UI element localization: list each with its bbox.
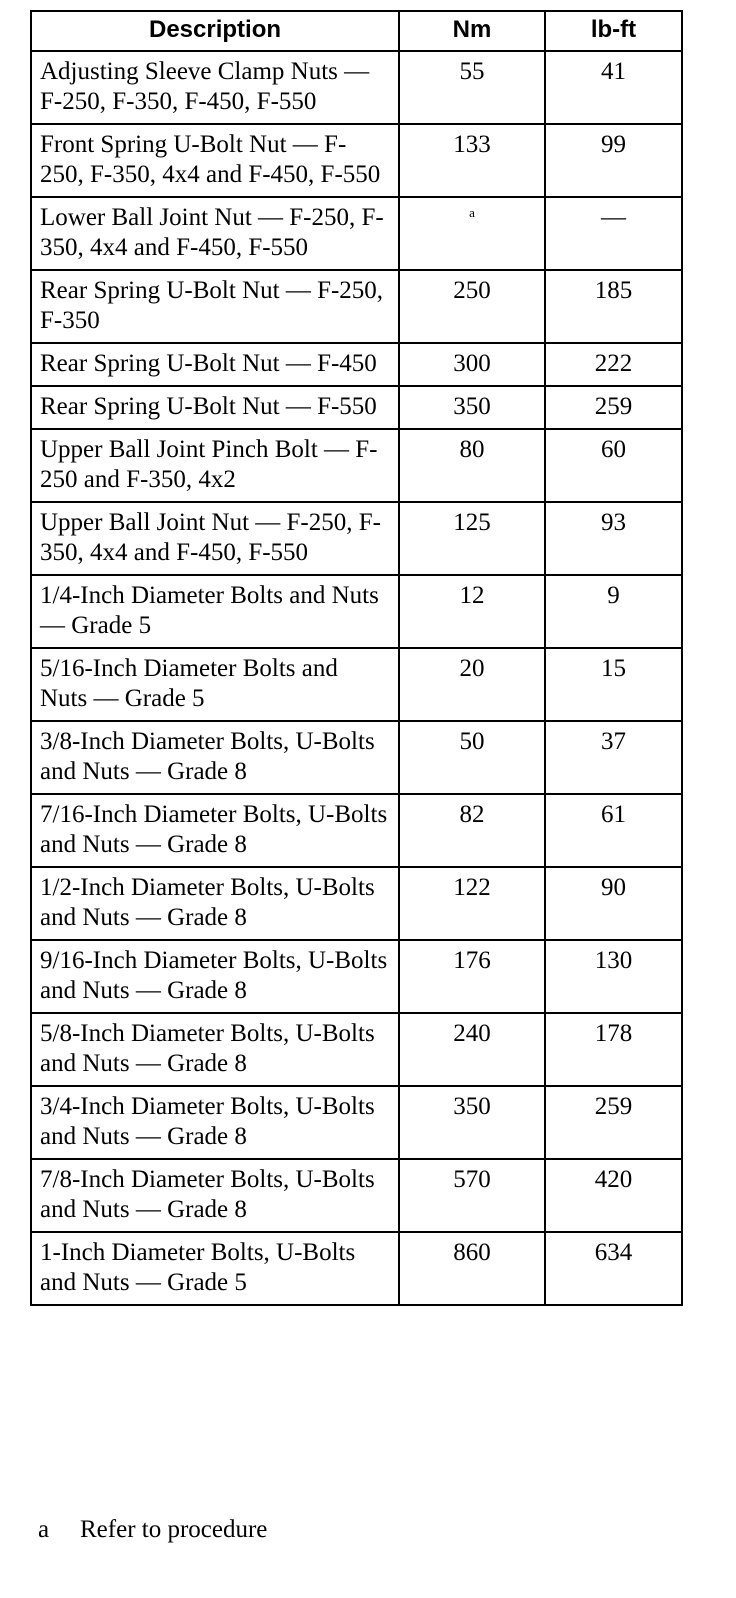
table-row xyxy=(31,1159,682,1232)
row-description: Adjusting Sleeve Clamp Nuts — F-250, F-350, F-450, F-550 xyxy=(31,51,399,124)
row-lbft: 90 xyxy=(545,867,682,940)
row-nm: 300 xyxy=(399,343,545,386)
row-lbft: 178 xyxy=(545,1013,682,1086)
row-lbft: 222 xyxy=(545,343,682,386)
row-description: 1/4-Inch Diameter Bolts and Nuts — Grade 5 xyxy=(31,575,399,648)
row-nm xyxy=(399,197,545,270)
row-description: Rear Spring U-Bolt Nut — F-450 xyxy=(31,343,399,386)
row-nm: 860 xyxy=(399,1232,545,1305)
row-description: Rear Spring U-Bolt Nut — F-550 xyxy=(31,386,399,429)
table-row xyxy=(31,940,682,1013)
header-description: Description xyxy=(31,11,399,51)
row-description: 1/2-Inch Diameter Bolts, U-Bolts and Nuts — Grade 8 xyxy=(31,867,399,940)
row-description: Upper Ball Joint Pinch Bolt — F-250 and F-350, 4x2 xyxy=(31,429,399,502)
row-nm: 240 xyxy=(399,1013,545,1086)
row-description: 5/8-Inch Diameter Bolts, U-Bolts and Nuts — Grade 8 xyxy=(31,1013,399,1086)
row-nm: 12 xyxy=(399,575,545,648)
table-row xyxy=(31,429,682,502)
table-row xyxy=(31,575,682,648)
row-lbft: 60 xyxy=(545,429,682,502)
row-description: 9/16-Inch Diameter Bolts, U-Bolts and Nuts — Grade 8 xyxy=(31,940,399,1013)
table-row xyxy=(31,386,682,429)
footnote-letter: a xyxy=(38,1516,50,1543)
header-lbft: lb-ft xyxy=(545,11,682,51)
table-row xyxy=(31,197,682,270)
torque-spec-table xyxy=(30,10,683,1306)
row-lbft: 420 xyxy=(545,1159,682,1232)
table-row xyxy=(31,502,682,575)
row-lbft: 259 xyxy=(545,386,682,429)
row-lbft: 9 xyxy=(545,575,682,648)
row-nm: 350 xyxy=(399,386,545,429)
table-row xyxy=(31,1232,682,1305)
row-lbft: 634 xyxy=(545,1232,682,1305)
footnote xyxy=(38,1515,267,1545)
table-row xyxy=(31,124,682,197)
row-description: Upper Ball Joint Nut — F-250, F-350, 4x4 and F-450, F-550 xyxy=(31,502,399,575)
row-description: Front Spring U-Bolt Nut — F-250, F-350, 4x4 and F-450, F-550 xyxy=(31,124,399,197)
header-row xyxy=(31,11,682,51)
header-nm: Nm xyxy=(399,11,545,51)
row-description: 5/16-Inch Diameter Bolts and Nuts — Grade 5 xyxy=(31,648,399,721)
footnote-text: Refer to procedure xyxy=(80,1516,268,1543)
table-row xyxy=(31,867,682,940)
table-row xyxy=(31,1013,682,1086)
row-lbft: 15 xyxy=(545,648,682,721)
row-nm: 20 xyxy=(399,648,545,721)
row-description: 3/8-Inch Diameter Bolts, U-Bolts and Nuts — Grade 8 xyxy=(31,721,399,794)
row-lbft: 130 xyxy=(545,940,682,1013)
row-nm: 55 xyxy=(399,51,545,124)
row-nm: 50 xyxy=(399,721,545,794)
row-description: 7/16-Inch Diameter Bolts, U-Bolts and Nuts — Grade 8 xyxy=(31,794,399,867)
footnote-marker: a xyxy=(469,205,475,220)
row-nm: 122 xyxy=(399,867,545,940)
row-nm: 125 xyxy=(399,502,545,575)
row-description: 1-Inch Diameter Bolts, U-Bolts and Nuts — Grade 5 xyxy=(31,1232,399,1305)
table-body xyxy=(31,51,682,1305)
row-description: 3/4-Inch Diameter Bolts, U-Bolts and Nuts — Grade 8 xyxy=(31,1086,399,1159)
row-nm: 82 xyxy=(399,794,545,867)
row-lbft: 185 xyxy=(545,270,682,343)
row-lbft: 41 xyxy=(545,51,682,124)
row-description: Lower Ball Joint Nut — F-250, F-350, 4x4 and F-450, F-550 xyxy=(31,197,399,270)
row-nm: 250 xyxy=(399,270,545,343)
table-row xyxy=(31,343,682,386)
table-row xyxy=(31,721,682,794)
row-nm: 570 xyxy=(399,1159,545,1232)
row-nm: 350 xyxy=(399,1086,545,1159)
row-lbft: 37 xyxy=(545,721,682,794)
row-lbft: 259 xyxy=(545,1086,682,1159)
table-row xyxy=(31,794,682,867)
row-lbft: — xyxy=(545,197,682,270)
row-nm: 176 xyxy=(399,940,545,1013)
table-header xyxy=(31,11,682,51)
row-description: 7/8-Inch Diameter Bolts, U-Bolts and Nuts — Grade 8 xyxy=(31,1159,399,1232)
table-row xyxy=(31,648,682,721)
row-lbft: 99 xyxy=(545,124,682,197)
row-nm: 133 xyxy=(399,124,545,197)
table-row xyxy=(31,1086,682,1159)
row-description: Rear Spring U-Bolt Nut — F-250, F-350 xyxy=(31,270,399,343)
row-nm: 80 xyxy=(399,429,545,502)
table-row xyxy=(31,51,682,124)
table-row xyxy=(31,270,682,343)
row-lbft: 61 xyxy=(545,794,682,867)
row-lbft: 93 xyxy=(545,502,682,575)
